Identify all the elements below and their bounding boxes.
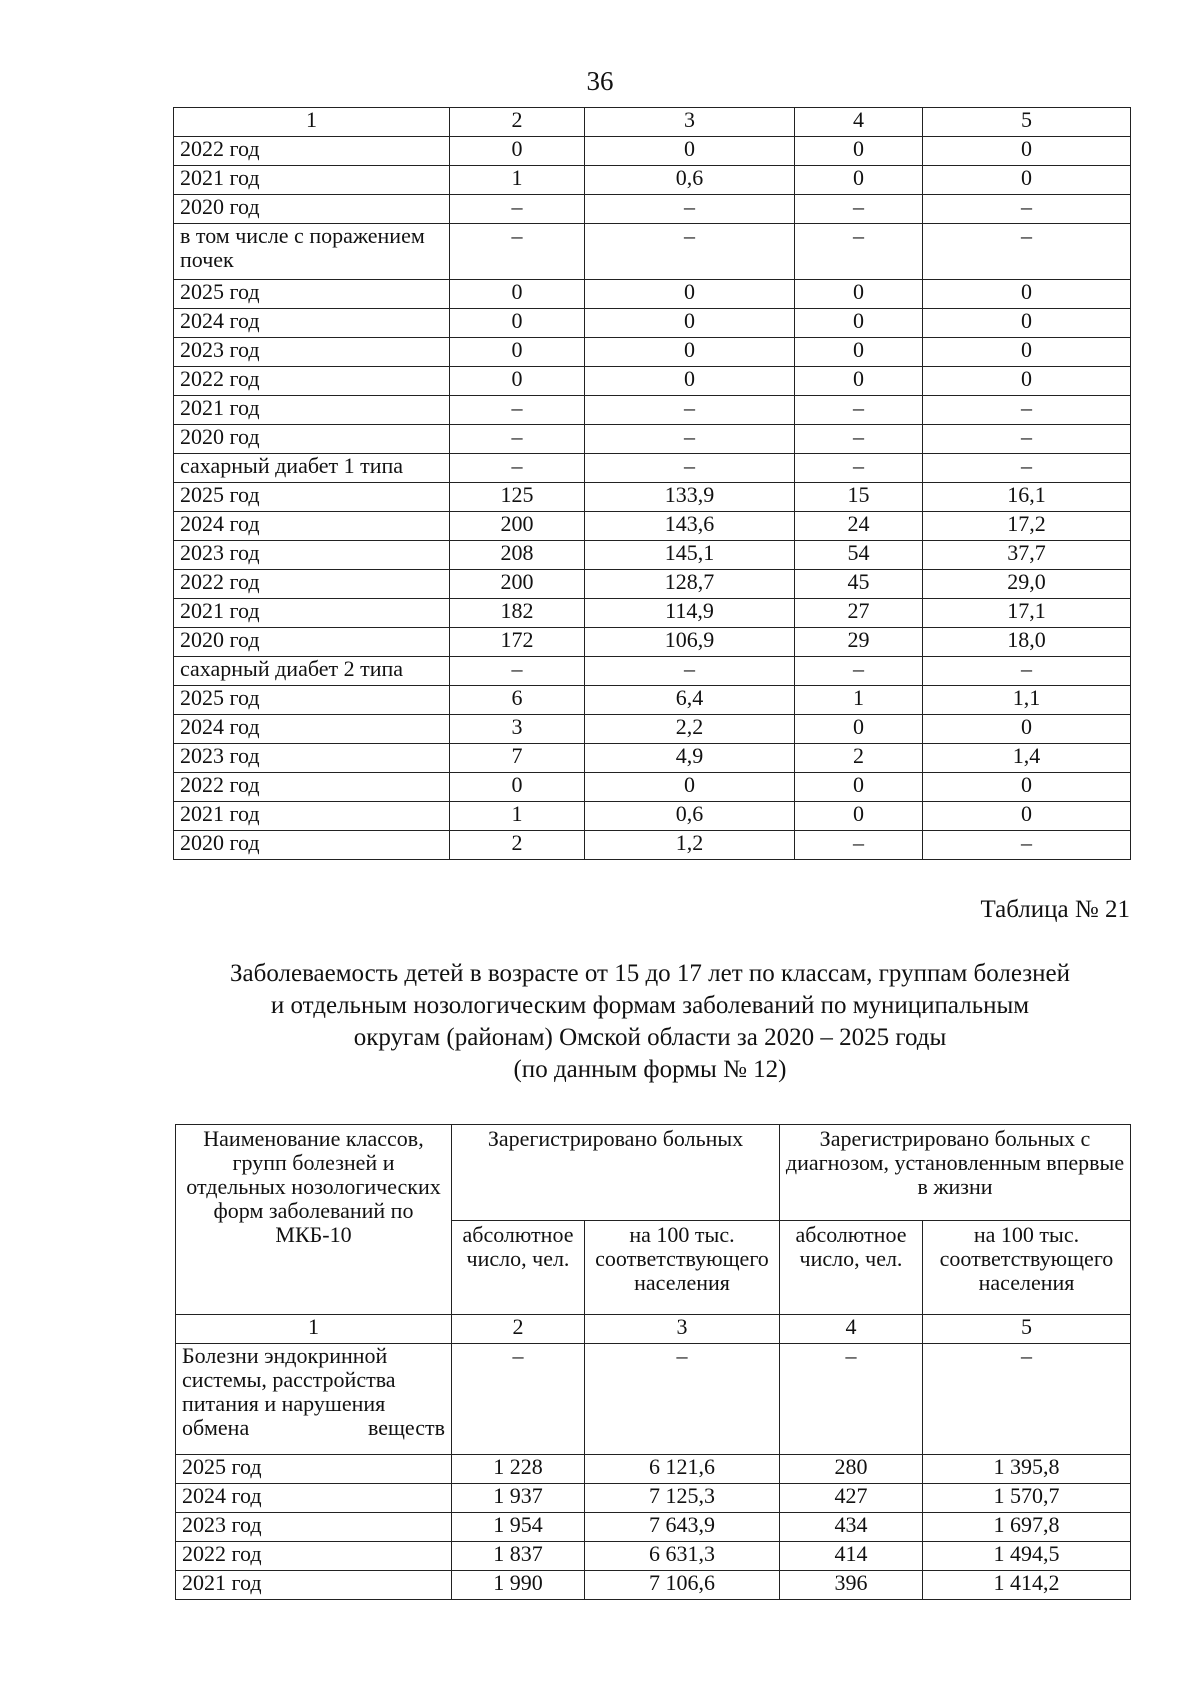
cell-value: 2,2 — [585, 715, 795, 744]
cell-value: 37,7 — [923, 541, 1131, 570]
cell-value: 0 — [923, 715, 1131, 744]
cell-value: 0 — [585, 367, 795, 396]
table-row — [174, 280, 1131, 309]
row-label: 2021 год — [174, 802, 450, 831]
cell-value: 27 — [795, 599, 923, 628]
cell-value: – — [450, 396, 585, 425]
cell-value: 0 — [923, 280, 1131, 309]
cell-value: 0 — [923, 166, 1131, 195]
row-label: 2022 год — [174, 137, 450, 166]
cell-value: 0 — [450, 137, 585, 166]
header-per-100k: на 100 тыс. соответствующего населения — [923, 1221, 1131, 1315]
column-number-row — [174, 108, 1131, 137]
cell-value: 0 — [450, 338, 585, 367]
cell-value: – — [923, 195, 1131, 224]
column-number: 3 — [585, 108, 795, 137]
cell-value: 396 — [780, 1571, 923, 1600]
cell-value: 0 — [795, 367, 923, 396]
row-label: 2020 год — [174, 195, 450, 224]
column-number: 4 — [780, 1315, 923, 1344]
cell-value: – — [923, 1344, 1131, 1455]
header-row — [176, 1125, 1131, 1221]
table-row — [174, 483, 1131, 512]
column-number: 2 — [452, 1315, 585, 1344]
table-row — [174, 166, 1131, 195]
cell-value: 45 — [795, 570, 923, 599]
cell-value: 0 — [795, 309, 923, 338]
section-row — [176, 1344, 1131, 1455]
cell-value: – — [450, 657, 585, 686]
section-name: Болезни эндокринной системы, расстройства питания и нарушения обмена веществ — [176, 1344, 452, 1455]
cell-value: 7 — [450, 744, 585, 773]
cell-value: 114,9 — [585, 599, 795, 628]
row-label: 2020 год — [174, 425, 450, 454]
column-number-row — [176, 1315, 1131, 1344]
cell-value: 182 — [450, 599, 585, 628]
row-label: 2021 год — [176, 1571, 452, 1600]
cell-value: 0 — [450, 367, 585, 396]
cell-value: – — [923, 831, 1131, 860]
cell-value: 427 — [780, 1484, 923, 1513]
cell-value: 200 — [450, 512, 585, 541]
cell-value: 6 121,6 — [585, 1455, 780, 1484]
cell-value: 1 494,5 — [923, 1542, 1131, 1571]
table-row — [174, 454, 1131, 483]
cell-value: 0,6 — [585, 166, 795, 195]
cell-value: 1 395,8 — [923, 1455, 1131, 1484]
data-table-continued — [173, 107, 1131, 860]
cell-value: 1 228 — [452, 1455, 585, 1484]
row-label: 2022 год — [174, 773, 450, 802]
cell-value: 1 697,8 — [923, 1513, 1131, 1542]
row-label: 2024 год — [174, 715, 450, 744]
table-row — [176, 1542, 1131, 1571]
caption-line: и отдельным нозологическим формам заболеваний по муниципальным — [270, 992, 1030, 1019]
cell-value: 0 — [923, 773, 1131, 802]
cell-value: – — [923, 657, 1131, 686]
cell-value: 172 — [450, 628, 585, 657]
cell-value: – — [450, 454, 585, 483]
table-row — [174, 195, 1131, 224]
cell-value: 0 — [585, 137, 795, 166]
cell-value: 0 — [923, 338, 1131, 367]
header-registered-first-time: Зарегистрировано больных с диагнозом, установленным впервые в жизни — [780, 1125, 1131, 1221]
cell-value: – — [450, 195, 585, 224]
cell-value: 1 837 — [452, 1542, 585, 1571]
cell-value: 1 570,7 — [923, 1484, 1131, 1513]
cell-value: 1 — [450, 802, 585, 831]
column-number: 5 — [923, 108, 1131, 137]
cell-value: 18,0 — [923, 628, 1131, 657]
cell-value: 29,0 — [923, 570, 1131, 599]
header-registered: Зарегистрировано больных — [452, 1125, 780, 1221]
cell-value: 17,2 — [923, 512, 1131, 541]
cell-value: 0 — [450, 309, 585, 338]
header-per-100k: на 100 тыс. соответствующего населения — [585, 1221, 780, 1315]
cell-value: 145,1 — [585, 541, 795, 570]
cell-value: – — [795, 425, 923, 454]
cell-value: 6 631,3 — [585, 1542, 780, 1571]
row-label: 2024 год — [176, 1484, 452, 1513]
cell-value: 0 — [795, 802, 923, 831]
cell-value: 0 — [585, 773, 795, 802]
cell-value: 434 — [780, 1513, 923, 1542]
cell-value: 24 — [795, 512, 923, 541]
cell-value: – — [795, 224, 923, 280]
caption-line: Заболеваемость детей в возрасте от 15 до 17 лет по классам, группам болезней — [229, 960, 1071, 987]
cell-value: – — [585, 425, 795, 454]
table-row — [174, 541, 1131, 570]
cell-value: 1 — [450, 166, 585, 195]
cell-value: 0 — [923, 802, 1131, 831]
cell-value: – — [795, 195, 923, 224]
cell-value: 2 — [450, 831, 585, 860]
cell-value: – — [923, 454, 1131, 483]
row-label: 2024 год — [174, 309, 450, 338]
row-label: 2025 год — [176, 1455, 452, 1484]
row-label: в том числе с поражением почек — [174, 224, 450, 280]
table-row — [174, 367, 1131, 396]
table-row — [174, 512, 1131, 541]
cell-value: 7 643,9 — [585, 1513, 780, 1542]
cell-value: 7 125,3 — [585, 1484, 780, 1513]
cell-value: 0,6 — [585, 802, 795, 831]
row-label: 2021 год — [174, 599, 450, 628]
cell-value: 414 — [780, 1542, 923, 1571]
cell-value: 0 — [795, 338, 923, 367]
table-row — [174, 309, 1131, 338]
table-row — [174, 224, 1131, 280]
row-label: 2025 год — [174, 483, 450, 512]
cell-value: – — [585, 396, 795, 425]
cell-value: 6 — [450, 686, 585, 715]
row-label: 2021 год — [174, 166, 450, 195]
row-label: 2023 год — [176, 1513, 452, 1542]
cell-value: 128,7 — [585, 570, 795, 599]
cell-value: 1 — [795, 686, 923, 715]
table-row — [174, 773, 1131, 802]
cell-value: 54 — [795, 541, 923, 570]
row-label: 2025 год — [174, 280, 450, 309]
cell-value: 0 — [795, 280, 923, 309]
cell-value: 0 — [795, 166, 923, 195]
cell-value: 125 — [450, 483, 585, 512]
column-number: 5 — [923, 1315, 1131, 1344]
row-label: сахарный диабет 2 типа — [174, 657, 450, 686]
cell-value: – — [450, 425, 585, 454]
cell-value: – — [795, 831, 923, 860]
cell-value: – — [585, 657, 795, 686]
table-row — [174, 831, 1131, 860]
cell-value: 1,4 — [923, 744, 1131, 773]
cell-value: – — [923, 224, 1131, 280]
cell-value: 133,9 — [585, 483, 795, 512]
cell-value: – — [795, 396, 923, 425]
column-number: 4 — [795, 108, 923, 137]
cell-value: 7 106,6 — [585, 1571, 780, 1600]
row-label: 2025 год — [174, 686, 450, 715]
cell-value: 6,4 — [585, 686, 795, 715]
cell-value: 1 954 — [452, 1513, 585, 1542]
table-label: Таблица № 21 — [980, 896, 1130, 923]
table-row — [174, 570, 1131, 599]
cell-value: 4,9 — [585, 744, 795, 773]
table-row — [174, 628, 1131, 657]
row-label: сахарный диабет 1 типа — [174, 454, 450, 483]
cell-value: 0 — [923, 309, 1131, 338]
row-label: 2020 год — [174, 628, 450, 657]
cell-value: – — [585, 1344, 780, 1455]
cell-value: 0 — [923, 367, 1131, 396]
table-row — [174, 686, 1131, 715]
column-number: 3 — [585, 1315, 780, 1344]
cell-value: 29 — [795, 628, 923, 657]
row-label: 2024 год — [174, 512, 450, 541]
table-row — [174, 802, 1131, 831]
cell-value: 0 — [795, 137, 923, 166]
row-label: 2022 год — [176, 1542, 452, 1571]
row-label: 2023 год — [174, 338, 450, 367]
header-name-column: Наименование классов, групп болезней и отдельных нозологических форм заболеваний по МКБ-10 — [176, 1125, 452, 1315]
table-row — [174, 396, 1131, 425]
row-label: 2021 год — [174, 396, 450, 425]
cell-value: – — [795, 454, 923, 483]
cell-value: – — [795, 657, 923, 686]
caption-line: (по данным формы № 12) — [513, 1056, 787, 1083]
cell-value: 1,1 — [923, 686, 1131, 715]
cell-value: – — [780, 1344, 923, 1455]
column-number: 1 — [176, 1315, 452, 1344]
row-label: 2020 год — [174, 831, 450, 860]
data-table-21 — [175, 1124, 1131, 1600]
cell-value: 0 — [585, 309, 795, 338]
cell-value: 0 — [450, 773, 585, 802]
cell-value: – — [450, 224, 585, 280]
cell-value: – — [923, 425, 1131, 454]
cell-value: 1 414,2 — [923, 1571, 1131, 1600]
table-row — [176, 1571, 1131, 1600]
caption-line: округам (районам) Омской области за 2020 – 2025 годы — [353, 1024, 947, 1051]
cell-value: 0 — [923, 137, 1131, 166]
cell-value: – — [452, 1344, 585, 1455]
cell-value: – — [585, 224, 795, 280]
row-label: 2023 год — [174, 744, 450, 773]
cell-value: 106,9 — [585, 628, 795, 657]
table-row — [174, 657, 1131, 686]
cell-value: 17,1 — [923, 599, 1131, 628]
cell-value: 16,1 — [923, 483, 1131, 512]
cell-value: 0 — [585, 338, 795, 367]
cell-value: 143,6 — [585, 512, 795, 541]
row-label: 2022 год — [174, 367, 450, 396]
column-number: 2 — [450, 108, 585, 137]
cell-value: 0 — [585, 280, 795, 309]
table-row — [174, 425, 1131, 454]
cell-value: 0 — [450, 280, 585, 309]
cell-value: 200 — [450, 570, 585, 599]
cell-value: 1,2 — [585, 831, 795, 860]
table-row — [176, 1513, 1131, 1542]
cell-value: 280 — [780, 1455, 923, 1484]
cell-value: 208 — [450, 541, 585, 570]
column-number: 1 — [174, 108, 450, 137]
cell-value: 1 937 — [452, 1484, 585, 1513]
table-row — [174, 137, 1131, 166]
table-row — [174, 338, 1131, 367]
cell-value: 2 — [795, 744, 923, 773]
table-row — [174, 715, 1131, 744]
cell-value: 0 — [795, 773, 923, 802]
cell-value: 0 — [795, 715, 923, 744]
header-absolute: абсолютное число, чел. — [452, 1221, 585, 1315]
page-number: 36 — [586, 66, 614, 96]
cell-value: 15 — [795, 483, 923, 512]
row-label: 2022 год — [174, 570, 450, 599]
cell-value: – — [585, 195, 795, 224]
cell-value: – — [923, 396, 1131, 425]
row-label: 2023 год — [174, 541, 450, 570]
cell-value: – — [585, 454, 795, 483]
table-row — [174, 744, 1131, 773]
cell-value: 3 — [450, 715, 585, 744]
cell-value: 1 990 — [452, 1571, 585, 1600]
table-row — [176, 1484, 1131, 1513]
table-row — [176, 1455, 1131, 1484]
table-caption — [160, 958, 1140, 1086]
header-absolute: абсолютное число, чел. — [780, 1221, 923, 1315]
table-row — [174, 599, 1131, 628]
